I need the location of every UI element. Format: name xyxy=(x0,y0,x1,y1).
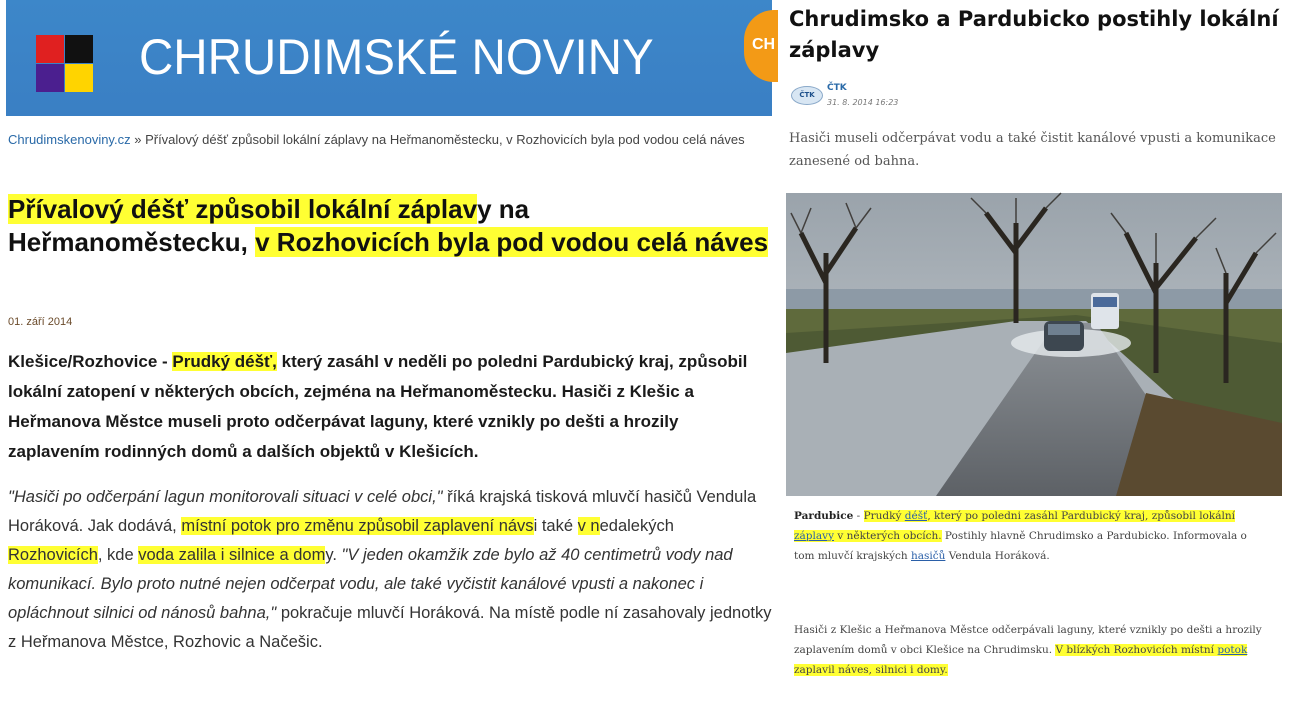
body-text-3: edalekých xyxy=(599,517,674,535)
p2-highlight-link[interactable]: potok xyxy=(1217,644,1248,656)
p2-highlight-1: V blízkých Rozhovicích místní xyxy=(1055,644,1218,656)
right-article-title: Chrudimsko a Pardubicko postihly lokální záplavy xyxy=(789,7,1279,62)
p1-highlight-link-1[interactable]: déšť xyxy=(904,510,928,522)
article-timestamp: 31. 8. 2014 16:23 xyxy=(827,98,899,107)
body-text-5: y. xyxy=(325,546,342,564)
article-date: 01. září 2014 xyxy=(8,316,73,328)
p1-highlight-link-2[interactable]: záplavy xyxy=(794,530,834,542)
body-highlight-3: Rozhovicích xyxy=(8,546,98,564)
right-article xyxy=(778,0,1302,705)
logo-square-purple xyxy=(36,64,64,92)
p1-highlight-1: Prudký xyxy=(863,510,905,522)
body-highlight-1: místní potok pro změnu způsobil zaplavení návs xyxy=(181,517,534,535)
article-lead xyxy=(8,347,772,467)
body-text-6: pokračuje mluvčí Horáková. Na místě podle ní zasahovaly jednotky z Heřmanova Městce, Rozhovic a Načešic. xyxy=(8,604,772,651)
breadcrumb-separator: » xyxy=(130,132,146,147)
breadcrumb-home-link[interactable]: Chrudimskenoviny.cz xyxy=(8,132,131,147)
p1-highlight-2: , který po poledni zasáhl Pardubický kraj, xyxy=(927,510,1152,522)
headline-highlight-1: Přívalový déšť způsobil lokální záplav xyxy=(8,194,478,224)
lead-text: který zasáhl v neděli po poledni Pardubický kraj, způsobil lokální zatopení v některých obcích, zejména na Heřmanoměstecku. Hasiči z Klešic a Heřmanova Městce museli proto odčerpávat laguny, které vznikly po dešti a hrozily zaplavením rodinných domů a dalších objektů v Klešicích. xyxy=(8,352,748,461)
lead-location: Klešice/Rozhovice - xyxy=(8,352,173,371)
p2-highlight-2: zaplavil náves, silnici i domy. xyxy=(794,664,948,676)
body-text-2: i také xyxy=(533,517,578,535)
body-text-1: říká krajská tisková mluvčí hasičů Vendula Horáková. Jak dodává, xyxy=(8,488,757,535)
p1-highlight-3: způsobil lokální xyxy=(1151,510,1235,522)
site-banner[interactable] xyxy=(6,0,776,116)
p1-highlight-4: v některých obcích. xyxy=(834,530,942,542)
body-quote-1: "Hasiči po odčerpání lagun monitorovali situaci v celé obci," xyxy=(8,488,443,506)
body-highlight-2: v n xyxy=(577,517,600,535)
flooded-road-illustration xyxy=(786,193,1282,496)
lead-highlight: Prudký déšť, xyxy=(172,352,277,371)
p1-link-hasicu[interactable]: hasičů xyxy=(910,550,946,562)
p1-text-2: Vendula Horáková. xyxy=(945,550,1050,562)
site-title[interactable]: CHRUDIMSKÉ NOVINY xyxy=(139,29,654,85)
body-text-4: , kde xyxy=(97,546,139,564)
logo-square-yellow xyxy=(65,64,93,92)
logo-square-red xyxy=(36,35,64,63)
right-article-perex: Hasiči museli odčerpávat vodu a také čistit kanálové vpusti a komunikace zanesené od bahna. xyxy=(789,131,1276,169)
ctk-agency-logo: ČTK xyxy=(791,86,823,105)
breadcrumb-current: Přívalový déšť způsobil lokální záplavy na Heřmanoměstecku, v Rozhovicích byla pod vodou celá náves xyxy=(145,132,745,147)
right-paragraph-2 xyxy=(794,620,1264,680)
article-body xyxy=(8,483,772,657)
p1-text-1: Postihly hlavně Chrudimsko a Pardubicko. Informovala o tom mluvčí krajských xyxy=(794,530,1247,562)
banner-partial-text: CH xyxy=(752,36,776,53)
headline-highlight-2: v Rozhovicích byla pod vodou celá náves xyxy=(255,227,769,257)
breadcrumb xyxy=(8,129,768,150)
flooded-road-photo xyxy=(786,193,1282,496)
headline-text-1: y na Heřmanoměstecku, xyxy=(8,194,530,257)
body-highlight-4: voda zalila i silnice a dom xyxy=(138,546,326,564)
p1-place: Pardubice xyxy=(794,510,854,522)
right-paragraph-1 xyxy=(794,506,1264,566)
p1-dash: - xyxy=(853,510,864,522)
article-headline xyxy=(8,193,776,259)
p2-text-1: Hasiči z Klešic a Heřmanova Městce odčerpávali laguny, které vznikly po dešti a hrozily zaplavením domů v obci Klešice na Chrudimsku. xyxy=(794,624,1262,656)
body-quote-2: "V jeden okamžik zde bylo až 40 centimetrů vody nad komunikací. Bylo proto nutné nejen odčerpat vodu, ale také vyčistit kanálové vpusti a nakonec i opláchnout silnici od nánosů bahna," xyxy=(8,546,733,622)
logo-square-black xyxy=(65,35,93,63)
agency-name-link[interactable]: ČTK xyxy=(827,83,847,93)
